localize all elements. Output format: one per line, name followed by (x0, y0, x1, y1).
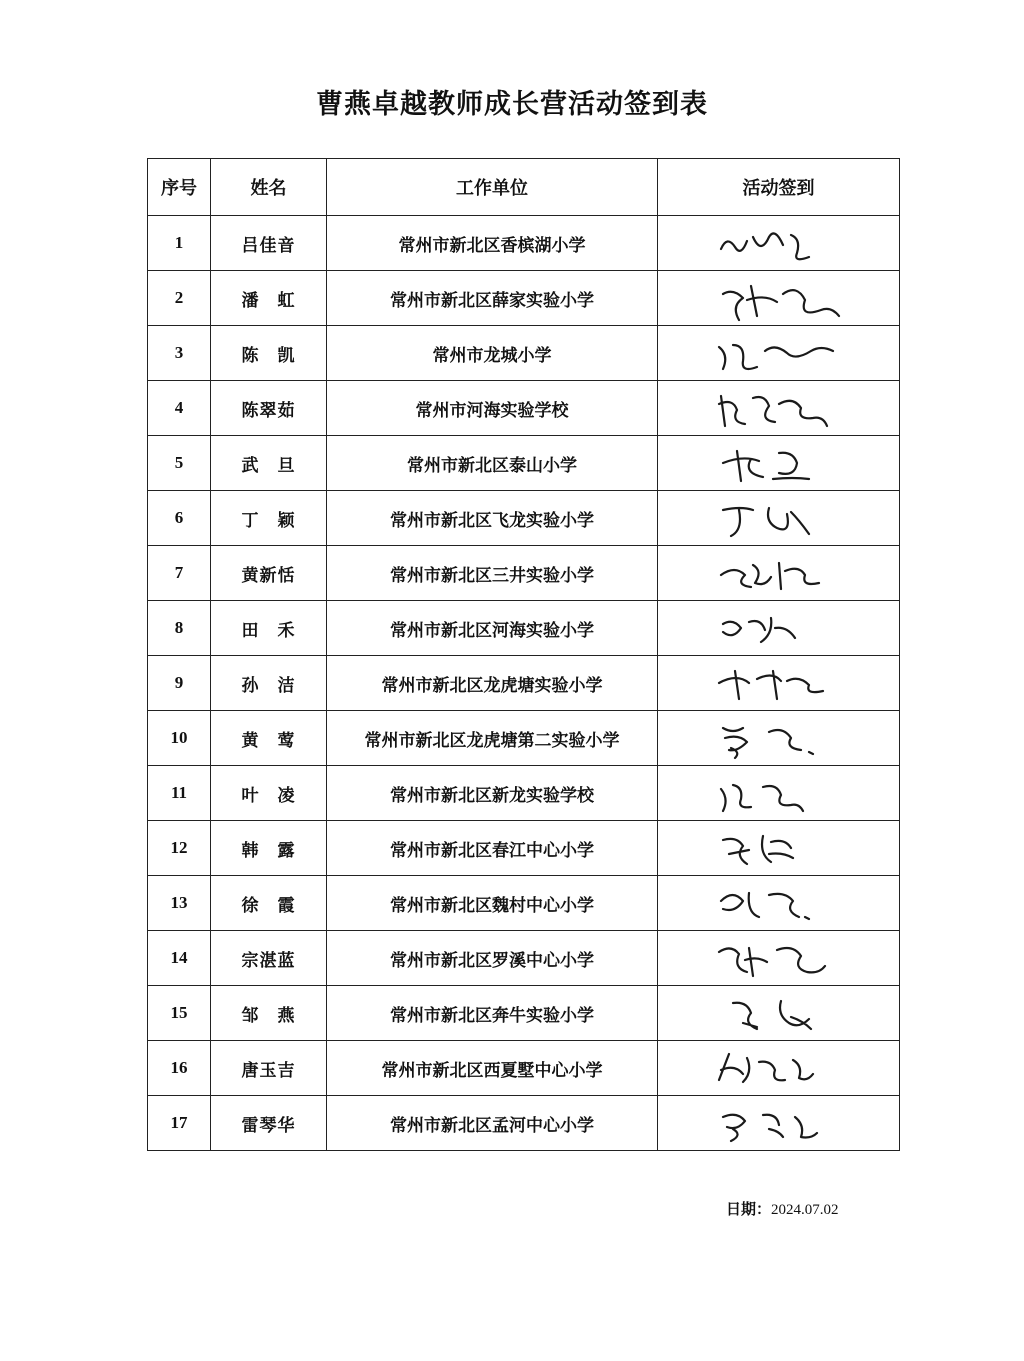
row-index: 11 (148, 766, 211, 821)
row-signature (658, 491, 900, 546)
row-unit: 常州市新北区春江中心小学 (327, 821, 658, 876)
row-index: 10 (148, 711, 211, 766)
row-signature (658, 711, 900, 766)
date-value: 2024.07.02 (771, 1202, 839, 1218)
row-unit: 常州市新北区罗溪中心小学 (327, 931, 658, 986)
row-name: 雷琴华 (211, 1096, 327, 1151)
table-row (148, 216, 900, 271)
row-name: 宗湛蓝 (211, 931, 327, 986)
handwritten-signature (688, 329, 858, 379)
table-header-row (148, 159, 900, 216)
row-name: 孙 洁 (211, 656, 327, 711)
sign-in-table (147, 158, 900, 1151)
date-line (726, 1198, 839, 1219)
handwritten-signature (688, 219, 858, 269)
row-name: 田 禾 (211, 601, 327, 656)
row-name: 黄 莺 (211, 711, 327, 766)
signature-stroke (719, 1054, 813, 1082)
row-unit: 常州市新北区奔牛实验小学 (327, 986, 658, 1041)
table-body (148, 216, 900, 1151)
handwritten-signature (688, 934, 858, 984)
row-name: 陈翠茹 (211, 381, 327, 436)
row-index: 8 (148, 601, 211, 656)
row-signature (658, 271, 900, 326)
table-row (148, 326, 900, 381)
row-unit: 常州市新北区魏村中心小学 (327, 876, 658, 931)
handwritten-signature (688, 274, 858, 324)
row-name: 徐 霞 (211, 876, 327, 931)
handwritten-signature (688, 604, 858, 654)
date-label: 日期： (726, 1200, 772, 1218)
signature-stroke (719, 396, 827, 426)
row-unit: 常州市新北区泰山小学 (327, 436, 658, 491)
document-title: 曹燕卓越教师成长营活动签到表 (316, 89, 708, 120)
handwritten-signature (688, 989, 858, 1039)
table-row (148, 601, 900, 656)
row-index: 4 (148, 381, 211, 436)
signature-stroke (721, 563, 819, 589)
row-index: 17 (148, 1096, 211, 1151)
table-row (148, 491, 900, 546)
row-index: 1 (148, 216, 211, 271)
row-name: 丁 颖 (211, 491, 327, 546)
signature-stroke (723, 836, 793, 864)
row-signature (658, 1096, 900, 1151)
handwritten-signature (688, 879, 858, 929)
row-index: 16 (148, 1041, 211, 1096)
table-row (148, 1041, 900, 1096)
row-index: 5 (148, 436, 211, 491)
row-unit: 常州市新北区薛家实验小学 (327, 271, 658, 326)
signature-stroke (723, 286, 839, 320)
table-row (148, 821, 900, 876)
table-row (148, 876, 900, 931)
signature-stroke (723, 451, 809, 481)
row-signature (658, 931, 900, 986)
row-unit: 常州市新北区西夏墅中心小学 (327, 1041, 658, 1096)
table-row (148, 711, 900, 766)
signature-stroke (733, 1001, 811, 1029)
row-index: 13 (148, 876, 211, 931)
row-signature (658, 326, 900, 381)
table-row (148, 436, 900, 491)
table-row (148, 656, 900, 711)
row-name: 武 旦 (211, 436, 327, 491)
signature-stroke (723, 1115, 817, 1141)
row-index: 9 (148, 656, 211, 711)
signature-stroke (719, 345, 833, 369)
handwritten-signature (688, 714, 858, 764)
row-index: 3 (148, 326, 211, 381)
signature-stroke (723, 728, 813, 758)
signature-stroke (721, 785, 803, 811)
handwritten-signature (688, 1099, 858, 1149)
table-row (148, 931, 900, 986)
handwritten-signature (688, 549, 858, 599)
row-name: 唐玉吉 (211, 1041, 327, 1096)
row-name: 邹 燕 (211, 986, 327, 1041)
row-unit: 常州市河海实验学校 (327, 381, 658, 436)
row-name: 叶 凌 (211, 766, 327, 821)
row-index: 12 (148, 821, 211, 876)
signature-stroke (723, 508, 809, 536)
signature-stroke (721, 233, 809, 259)
row-unit: 常州市新北区三井实验小学 (327, 546, 658, 601)
row-unit: 常州市新北区新龙实验学校 (327, 766, 658, 821)
handwritten-signature (688, 494, 858, 544)
row-name: 陈 凯 (211, 326, 327, 381)
row-signature (658, 986, 900, 1041)
row-signature (658, 546, 900, 601)
signature-stroke (719, 671, 823, 699)
row-unit: 常州市新北区香槟湖小学 (327, 216, 658, 271)
row-index: 2 (148, 271, 211, 326)
row-index: 14 (148, 931, 211, 986)
row-name: 吕佳音 (211, 216, 327, 271)
signature-stroke (721, 893, 809, 919)
table-row (148, 381, 900, 436)
row-unit: 常州市新北区河海实验小学 (327, 601, 658, 656)
row-signature (658, 766, 900, 821)
handwritten-signature (688, 824, 858, 874)
table-row (148, 766, 900, 821)
row-index: 7 (148, 546, 211, 601)
table-row (148, 271, 900, 326)
signature-stroke (719, 948, 825, 976)
handwritten-signature (688, 439, 858, 489)
row-name: 黄新恬 (211, 546, 327, 601)
row-signature (658, 821, 900, 876)
handwritten-signature (688, 659, 858, 709)
header-unit: 工作单位 (327, 159, 658, 216)
table-row (148, 1096, 900, 1151)
header-index: 序号 (148, 159, 211, 216)
row-signature (658, 656, 900, 711)
handwritten-signature (688, 769, 858, 819)
row-index: 15 (148, 986, 211, 1041)
row-unit: 常州市新北区龙虎塘实验小学 (327, 656, 658, 711)
row-signature (658, 436, 900, 491)
table-row (148, 986, 900, 1041)
header-name: 姓名 (211, 159, 327, 216)
row-name: 潘 虹 (211, 271, 327, 326)
row-signature (658, 216, 900, 271)
row-signature (658, 381, 900, 436)
handwritten-signature (688, 384, 858, 434)
row-unit: 常州市新北区孟河中心小学 (327, 1096, 658, 1151)
table-row (148, 546, 900, 601)
handwritten-signature (688, 1044, 858, 1094)
row-unit: 常州市新北区飞龙实验小学 (327, 491, 658, 546)
signature-stroke (723, 618, 795, 642)
row-name: 韩 露 (211, 821, 327, 876)
row-signature (658, 876, 900, 931)
row-index: 6 (148, 491, 211, 546)
row-unit: 常州市新北区龙虎塘第二实验小学 (327, 711, 658, 766)
row-unit: 常州市龙城小学 (327, 326, 658, 381)
header-signature: 活动签到 (658, 159, 900, 216)
row-signature (658, 601, 900, 656)
row-signature (658, 1041, 900, 1096)
